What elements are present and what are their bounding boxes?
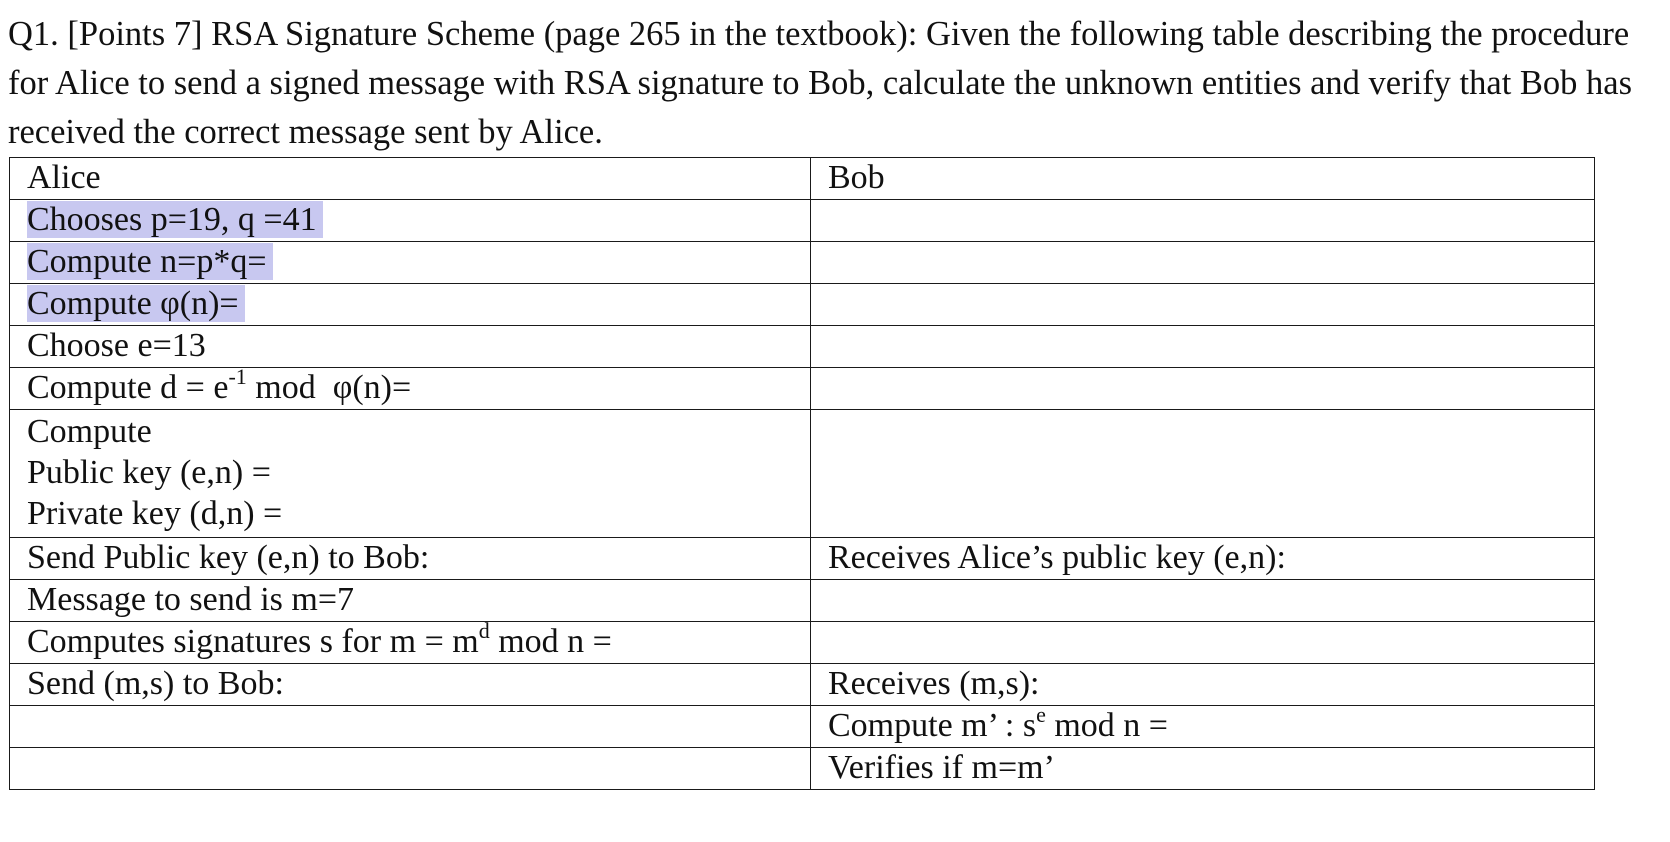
- table-header-row: [10, 158, 1595, 200]
- bob-cell: [811, 326, 1595, 368]
- alice-cell: Message to send is m=7: [10, 580, 811, 622]
- bob-cell: [811, 622, 1595, 664]
- table-row: [10, 538, 1595, 580]
- cell-line: Compute: [27, 413, 152, 450]
- bob-cell: Verifies if m=m’: [811, 748, 1595, 790]
- alice-cell: Send (m,s) to Bob:: [10, 664, 811, 706]
- alice-cell: Choose e=13: [10, 326, 811, 368]
- table-row: [10, 664, 1595, 706]
- alice-cell: [10, 622, 811, 664]
- superscript: e: [1036, 705, 1046, 727]
- alice-cell: [10, 706, 811, 748]
- table-row: [10, 410, 1595, 538]
- alice-cell: [10, 410, 811, 538]
- bob-cell: [811, 706, 1595, 748]
- highlighted-text: Compute φ(n)=: [27, 285, 245, 322]
- bob-cell: [811, 368, 1595, 410]
- formula-text: Compute m’ : s: [828, 707, 1037, 744]
- table-row: [10, 284, 1595, 326]
- bob-cell: [811, 200, 1595, 242]
- formula-text: Computes signatures s for m = m: [27, 623, 479, 660]
- table-row: [10, 326, 1595, 368]
- superscript: d: [478, 621, 490, 643]
- cell-line: Public key (e,n) =: [27, 454, 271, 491]
- formula-text: mod n =: [489, 623, 612, 660]
- alice-cell: [10, 748, 811, 790]
- alice-cell: [10, 368, 811, 410]
- formula-text: mod n =: [1045, 707, 1168, 744]
- alice-cell: [10, 284, 811, 326]
- highlighted-text: Compute n=p*q=: [27, 243, 273, 280]
- highlighted-text: Chooses p=19, q =41: [27, 201, 323, 238]
- table-row: [10, 368, 1595, 410]
- alice-cell: Send Public key (e,n) to Bob:: [10, 538, 811, 580]
- cell-line: Private key (d,n) =: [27, 495, 283, 532]
- alice-header: Alice: [10, 158, 811, 200]
- table-row: [10, 622, 1595, 664]
- table-row: [10, 242, 1595, 284]
- bob-cell: Receives (m,s):: [811, 664, 1595, 706]
- formula-text: Compute d = e: [27, 369, 229, 406]
- bob-cell: [811, 580, 1595, 622]
- alice-cell: [10, 242, 811, 284]
- bob-header: Bob: [811, 158, 1595, 200]
- bob-cell: [811, 410, 1595, 538]
- superscript: -1: [228, 367, 247, 389]
- table-row: [10, 580, 1595, 622]
- table-row: [10, 200, 1595, 242]
- rsa-procedure-table: [9, 157, 1595, 790]
- question-text: Q1. [Points 7] RSA Signature Scheme (page 265 in the textbook): Given the following table describing the procedure for Alice to send a signed message with RSA signature to Bob, calculate the unknown entities and verify that Bob has received the correct message sent by Alice.: [8, 15, 1633, 151]
- bob-cell: [811, 242, 1595, 284]
- table-row: [10, 706, 1595, 748]
- bob-cell: [811, 284, 1595, 326]
- alice-cell: [10, 200, 811, 242]
- bob-cell: Receives Alice’s public key (e,n):: [811, 538, 1595, 580]
- formula-text: mod φ(n)=: [246, 369, 412, 406]
- table-row: [10, 748, 1595, 790]
